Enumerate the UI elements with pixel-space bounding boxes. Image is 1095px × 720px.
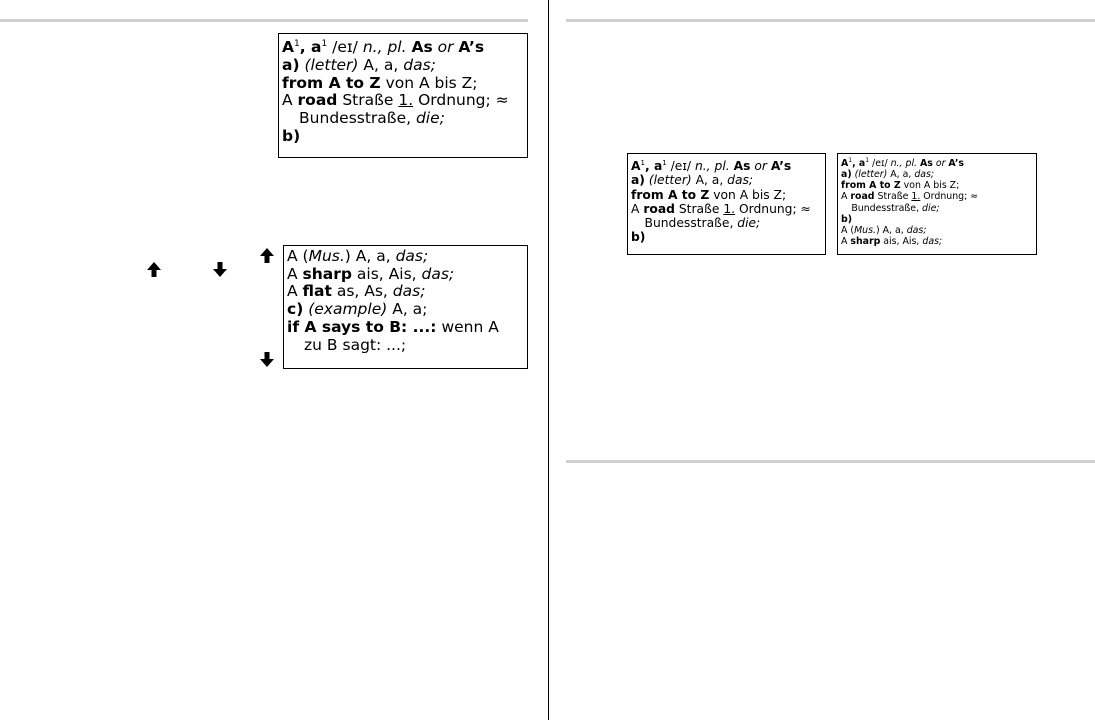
entry-headword-line: $A^1$, $a^1$ /eɪ/ n., pl. As or A’s	[841, 157, 964, 170]
entry-sense-b: b)	[631, 230, 646, 245]
entry-phrase-a-road: A road Straße 1. Ordnung; ≈	[631, 201, 811, 216]
entry-sense-a: a) (letter) A, a, das;	[631, 173, 754, 188]
entry-phrase-if-a-says: if A says to B: ...: wenn A	[287, 317, 499, 336]
entry-phrase-a-road: A road Straße 1. Ordnung; ≈	[282, 91, 509, 110]
entry-phrase-if-a-says-cont: zu B sagt: ...;	[304, 335, 407, 354]
entry-headword-line: $A^1$, $a^1$ /eɪ/ n., pl. As or A’s	[631, 159, 792, 174]
entry-phrase-from-a-to-z: from A to Z von A bis Z;	[841, 180, 960, 192]
arrow-down-icon	[213, 262, 227, 277]
entry-phrase-a-road-cont: Bundesstraße, die;	[851, 202, 940, 214]
entry-headword-line: $A^1$, $a^1$ /eɪ/ n., pl. As or A’s	[282, 38, 485, 57]
entry-phrase-a-road-cont: Bundesstraße, die;	[299, 108, 445, 127]
entry-phrase-a-sharp: A sharp ais, Ais, das;	[287, 264, 455, 283]
entry-phrase-from-a-to-z: from A to Z von A bis Z;	[631, 187, 787, 202]
top-rule-left	[0, 19, 528, 22]
entry-phrase-from-a-to-z: from A to Z von A bis Z;	[282, 73, 478, 92]
entry-sense-b: b)	[282, 126, 301, 145]
entry-sense-mus: A (Mus.) A, a, das;	[287, 247, 429, 265]
arrow-up-icon	[260, 248, 274, 263]
entry-phrase-a-flat: A flat as, As, das;	[287, 282, 426, 301]
entry-phrase-a-road: A road Straße 1. Ordnung; ≈	[841, 191, 979, 203]
arrow-up-icon	[147, 262, 161, 277]
entry-sense-a: a) (letter) A, a, das;	[282, 55, 436, 74]
entry-sense-a: a) (letter) A, a, das;	[841, 169, 935, 181]
entry-phrase-a-road-cont: Bundesstraße, die;	[644, 215, 761, 230]
entry-sense-b: b)	[841, 213, 852, 225]
lcd-entry-screen-1	[278, 33, 528, 158]
entry-sense-c: c) (example) A, a;	[287, 300, 428, 319]
page-divider	[548, 0, 549, 720]
lcd-font-normal	[627, 153, 826, 255]
mid-rule-right	[566, 460, 1095, 463]
lcd-entry-screen-2	[283, 245, 528, 369]
top-rule-right	[566, 19, 1095, 22]
entry-phrase-a-sharp: A sharp ais, Ais, das;	[841, 235, 943, 247]
entry-sense-mus: A (Mus.) A, a, das;	[841, 224, 927, 236]
arrow-down-icon	[260, 352, 274, 367]
lcd-font-small	[837, 153, 1037, 255]
